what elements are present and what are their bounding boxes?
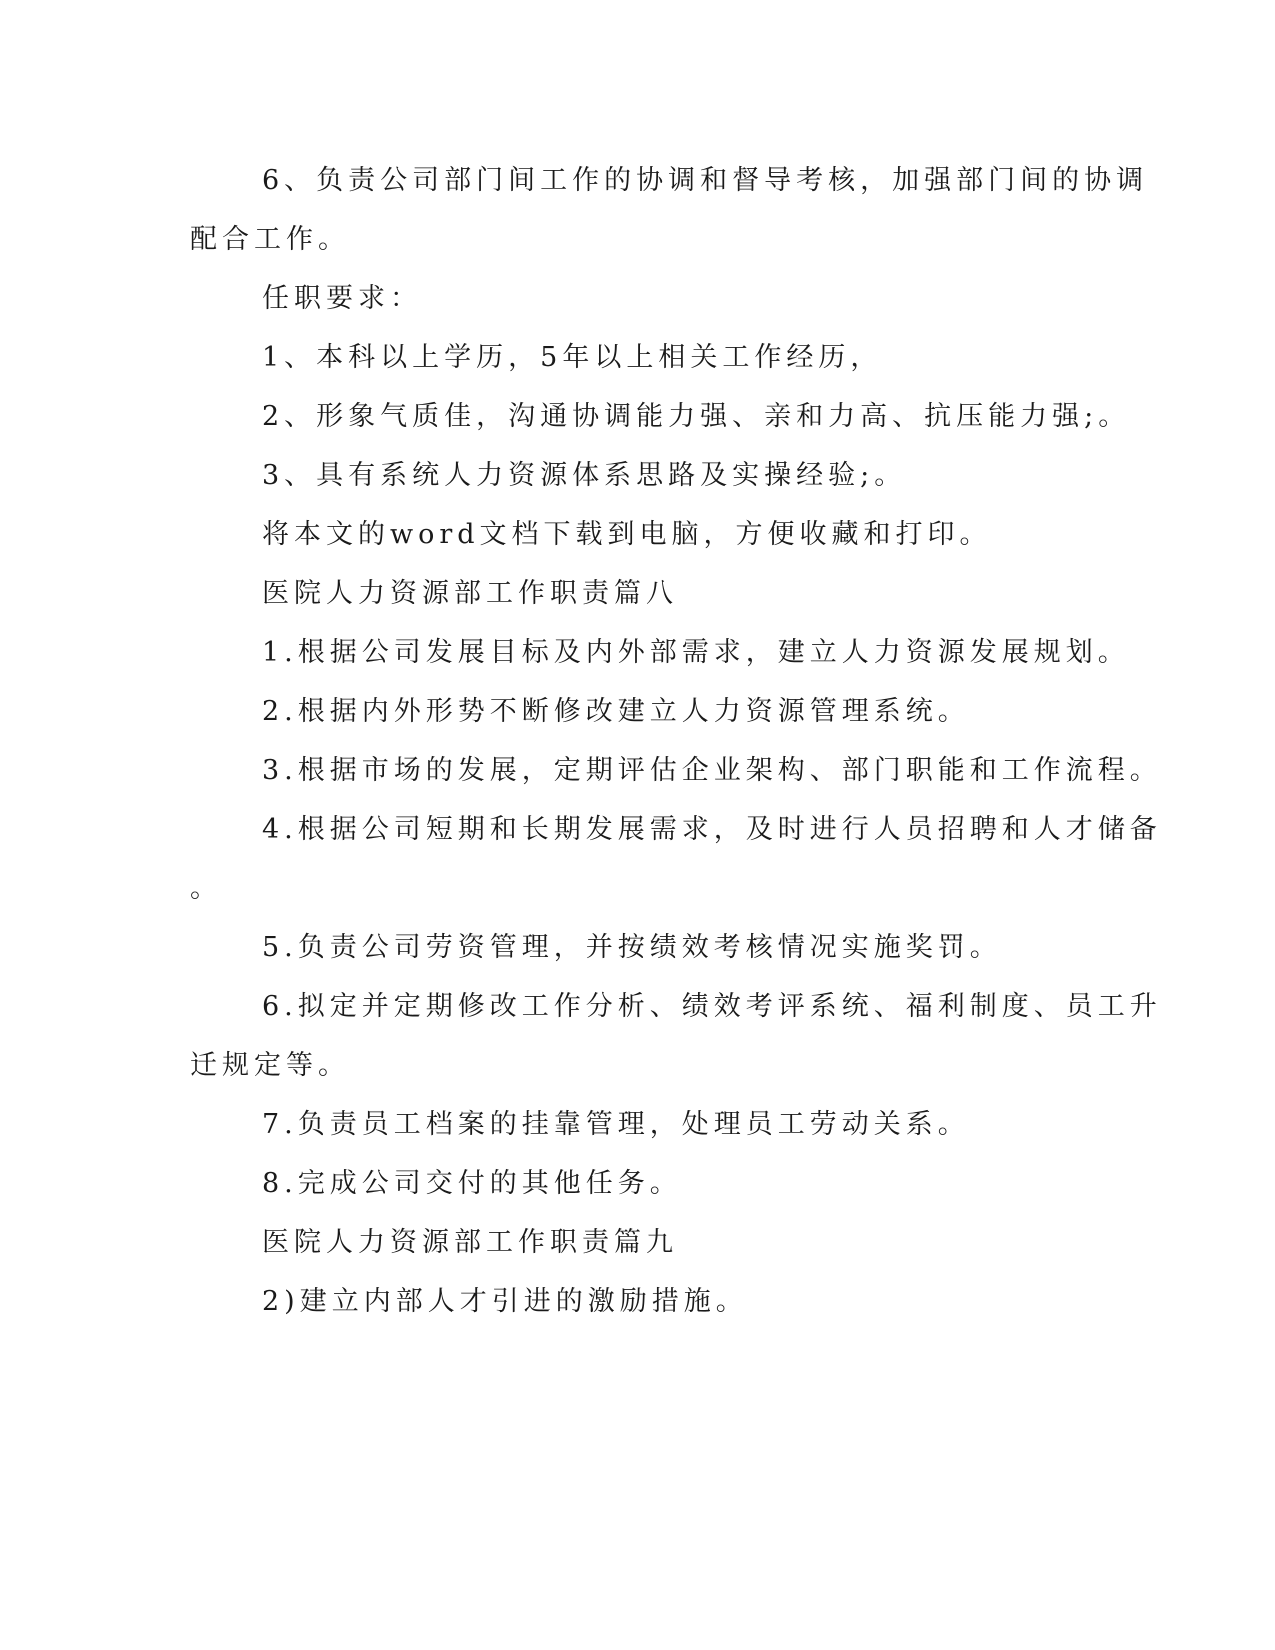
list-item: 2、形象气质佳，沟通协调能力强、亲和力高、抗压能力强;。 [262, 401, 1131, 432]
list-item: 8.完成公司交付的其他任务。 [262, 1168, 682, 1199]
section-heading: 任职要求： [262, 283, 422, 314]
list-item: 2)建立内部人才引进的激励措施。 [262, 1286, 748, 1317]
list-item: 3、具有系统人力资源体系思路及实操经验;。 [262, 460, 907, 491]
paragraph-line: 迁规定等。 [190, 1050, 350, 1081]
list-item: 3.根据市场的发展，定期评估企业架构、部门职能和工作流程。 [262, 755, 1162, 786]
list-item: 1.根据公司发展目标及内外部需求，建立人力资源发展规划。 [262, 637, 1130, 668]
paragraph-line: 6、负责公司部门间工作的协调和督导考核，加强部门间的协调 [262, 165, 1149, 196]
list-item: 5.负责公司劳资管理，并按绩效考核情况实施奖罚。 [262, 932, 1002, 963]
paragraph-line: 配合工作。 [190, 224, 350, 255]
list-item: 2.根据内外形势不断修改建立人力资源管理系统。 [262, 696, 970, 727]
list-item: 1、本科以上学历，5年以上相关工作经历， [262, 342, 883, 373]
section-heading: 医院人力资源部工作职责篇八 [262, 578, 678, 609]
list-item: 7.负责员工档案的挂靠管理，处理员工劳动关系。 [262, 1109, 970, 1140]
paragraph-line: 。 [190, 873, 222, 904]
list-item: 6.拟定并定期修改工作分析、绩效考评系统、福利制度、员工升 [262, 991, 1162, 1022]
section-heading: 医院人力资源部工作职责篇九 [262, 1227, 678, 1258]
download-note: 将本文的word文档下载到电脑，方便收藏和打印。 [262, 519, 992, 550]
list-item: 4.根据公司短期和长期发展需求，及时进行人员招聘和人才储备 [262, 814, 1162, 845]
